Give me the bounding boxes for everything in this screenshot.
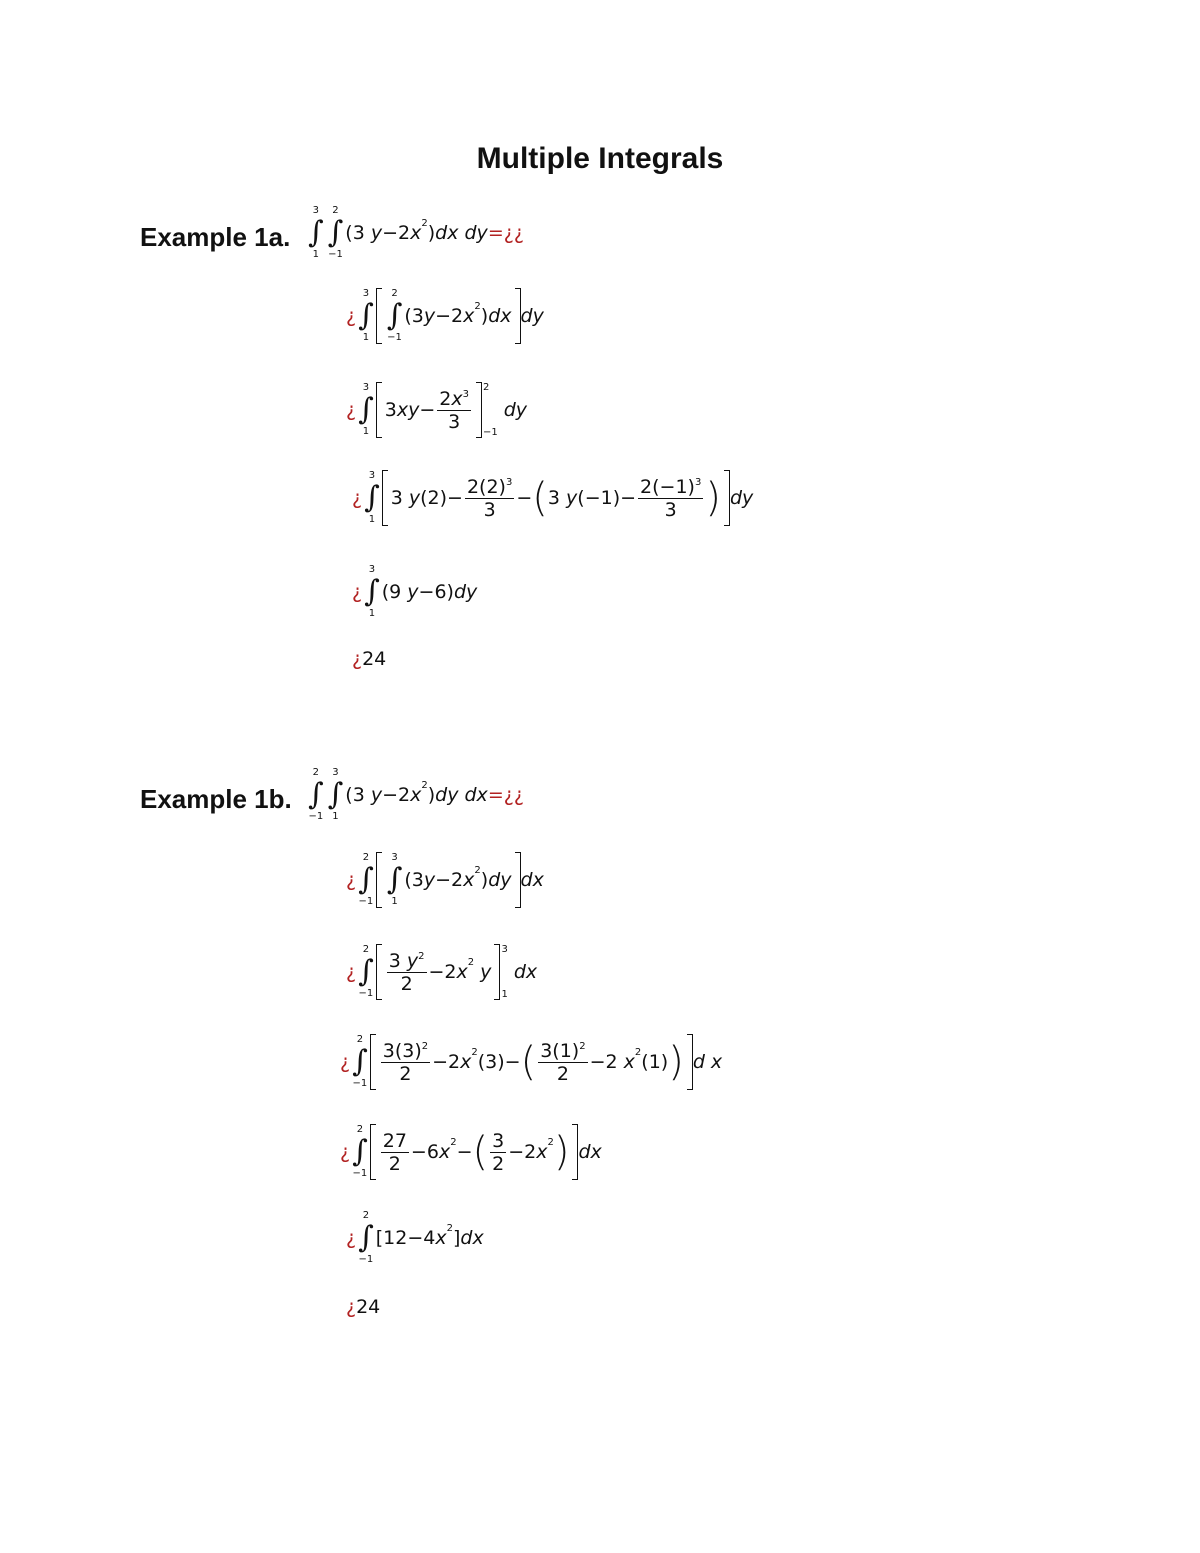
example-1b-question: 2 ∫ −1 3 ∫ 1 (3 $y-2x^2)dy$ dx =¿¿ — [308, 767, 524, 822]
example-1b-step-2: ¿ 2 ∫ −1 $\frac{3 y^2}{2}$ $-2x^2$ y 3 1 dx — [346, 944, 538, 1000]
example-1b-result: ¿ 24 — [346, 1296, 381, 1318]
example-1b-step-1: ¿ 2 ∫ −1 3 ∫ 1 $(3y-2x^2)dy$ dx — [346, 852, 544, 907]
example-1a-result: ¿ 24 — [352, 648, 387, 670]
example-1b-step-3: ¿ 2 ∫ −1 $\frac{3(3)^2}{2}$ $-2x^2(3)-$ ( $\frac{3(1)^2}{2}$ −2 $x^2(1)$ ) d x — [340, 1034, 723, 1089]
example-1a-step-4: ¿ 3 ∫ 1 (9 y−6)dy — [352, 564, 478, 619]
example-1a-step-3: ¿ 3 ∫ 1 3 y(2)− $\frac{2(2)^3}{3}$ − ( 3 y(−1)− $\frac{2(-1)^3}{3}$ ) dy — [352, 470, 754, 525]
example-1a-step-1: ¿ 3 ∫ 1 2 ∫ −1 $(3y-2x^2)dx$ dy — [346, 288, 544, 343]
example-1a-question: 3 ∫ 1 2 ∫ −1 (3 $y-2x^2)dx$ dy =¿¿ — [308, 205, 524, 260]
example-1a-equals: =¿¿ — [487, 222, 524, 244]
example-1b-equals: =¿¿ — [487, 784, 524, 806]
page-title: Multiple Integrals — [476, 142, 724, 175]
example-1a-answer: 24 — [362, 648, 387, 670]
example-1b-step-5: ¿ 2 ∫ −1 $[12-4x^2]dx$ — [346, 1210, 484, 1265]
example-1b-answer: 24 — [356, 1296, 381, 1318]
example-1a-label: Example 1a. — [140, 222, 291, 252]
example-1a-step-2: ¿ 3 ∫ 1 3xy− $\frac{2x^3}{3}$ 2 −1 dy — [346, 382, 528, 438]
example-1b-label: Example 1b. — [140, 784, 292, 814]
example-1b-step-4: ¿ 2 ∫ −1 $\frac{27}{2}$ $-6x^2-$ ( $\frac{3}{2}$ $-2x^2$ ) dx — [340, 1124, 602, 1179]
